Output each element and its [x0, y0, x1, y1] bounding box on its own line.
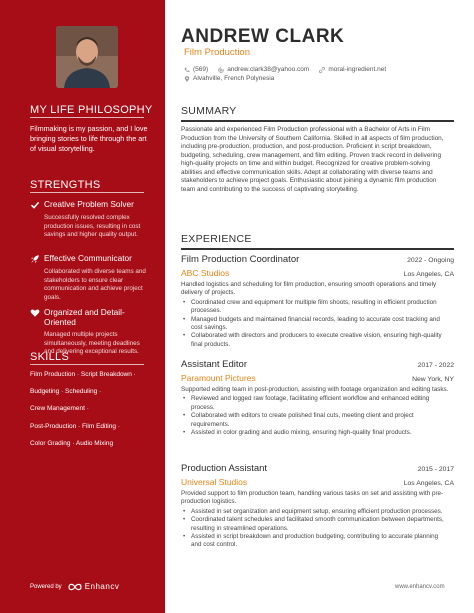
job-location: New York, NY — [412, 376, 454, 383]
infinity-icon — [68, 583, 82, 591]
rocket-icon — [30, 254, 40, 264]
company-name: Universal Studios — [181, 477, 248, 487]
strengths-title: STRENGTHS — [30, 179, 101, 191]
job-dates: 2022 - Ongoing — [407, 257, 454, 264]
job-bullet: • Collaborated with directors and producers to execute creative vision, ensuring high-quality final products. — [181, 332, 449, 349]
phone-icon — [184, 67, 190, 73]
summary-title: SUMMARY — [181, 105, 237, 117]
job-bullet: • Assisted in set organization and equipment setup, ensuring efficient production processes. — [181, 508, 449, 516]
job-bullet: • Coordinated crew and equipment for multiple film shoots, resulting in efficient production processes. — [181, 299, 449, 316]
job-description: Supported editing team in post-production, assisting with footage organization and editing tasks. — [181, 386, 449, 393]
footer-url[interactable]: www.enhancv.com — [395, 584, 445, 590]
company-name: Paramount Pictures — [181, 373, 256, 383]
location-row — [184, 75, 274, 82]
job-entry — [181, 463, 454, 550]
job-location: Los Angeles, CA — [403, 271, 454, 278]
strength-desc: Managed multiple projects simultaneously, meeting deadlines and delivering exceptional results. — [44, 331, 140, 356]
skills-row: Crew Management · — [30, 405, 89, 413]
summary-divider — [181, 120, 454, 122]
job-title: Production Assistant — [181, 463, 268, 474]
strength-title: Creative Problem Solver — [44, 199, 134, 209]
skills-row: Color Grading · Audio Mixing — [30, 439, 114, 447]
heart-icon — [30, 308, 40, 318]
company-name: ABC Studios — [181, 268, 230, 278]
philosophy-divider — [30, 117, 144, 118]
skills-row: Budgeting · Scheduling · — [30, 388, 102, 396]
brand-name: Enhancv — [84, 582, 120, 591]
philosophy-title: MY LIFE PHILOSOPHY — [30, 104, 153, 116]
strength-item — [30, 307, 148, 357]
sidebar — [0, 0, 165, 613]
check-icon — [30, 200, 40, 210]
job-dates: 2015 - 2017 — [417, 466, 454, 473]
strength-item — [30, 199, 148, 240]
job-bullet: • Assisted in script breakdown and production budgeting, contributing to accurate planning and cost control. — [181, 533, 449, 550]
location-pin-icon — [184, 76, 190, 82]
skills-list — [30, 371, 155, 457]
job-title: Assistant Editor — [181, 359, 247, 370]
contact-row — [184, 66, 386, 73]
experience-title: EXPERIENCE — [181, 233, 252, 245]
profile-photo — [56, 26, 118, 88]
email-icon — [218, 67, 224, 73]
powered-by — [30, 582, 119, 591]
candidate-role: Film Production — [184, 47, 250, 58]
job-bullet: • Coordinated talent schedules and facilitated smooth communication between departments, resulting in streamlined operations. — [181, 516, 449, 533]
skills-row: Post-Production · Film Editing · — [30, 422, 120, 430]
job-dates: 2017 - 2022 — [417, 362, 454, 369]
strength-desc: Collaborated with diverse teams and stakeholders to ensure clear communication and achieve project goals. — [44, 268, 146, 301]
skills-divider — [30, 364, 144, 365]
powered-by-label: Powered by — [30, 583, 62, 590]
candidate-name: ANDREW CLARK — [181, 26, 345, 47]
strength-item — [30, 253, 148, 302]
summary-text: Passionate and experienced Film Production professional with a Bachelor of Arts in Film Production from the University of Southern California. Skilled in all aspects of film production, including pre-production, production, and post-production. Proficient in script breakdown, budgeting, scheduling, crew management, and film editing. Proven track record in delivering high-quality projects on time and within budget. Recognized for creative problem-solving abilities and effective communication skills. Adept at collaborating with diverse teams and stakeholders to achieve project goals. Enthusiastic about joining a dynamic film production team and contributing to the success of captivating storytelling. — [181, 126, 444, 193]
skills-title: SKILLS — [30, 351, 70, 363]
job-location: Los Angeles, CA — [403, 480, 454, 487]
email-text[interactable]: andrew.clark38@yahoo.com — [227, 66, 310, 73]
job-bullets — [181, 299, 454, 349]
job-description: Handled logistics and scheduling for film production, ensuring smooth operations and timely delivery of projects. — [181, 281, 437, 297]
job-title: Film Production Coordinator — [181, 254, 300, 265]
job-entry — [181, 359, 454, 437]
strengths-divider — [30, 192, 144, 193]
strength-desc: Successfully resolved complex production issues, resulting in cost savings and higher quality output. — [44, 214, 141, 239]
link-icon — [319, 67, 325, 73]
strength-title: Effective Communicator — [44, 253, 132, 263]
website-text[interactable]: moral-ingredient.net — [328, 66, 387, 73]
enhancv-logo[interactable] — [68, 582, 120, 591]
job-entry — [181, 254, 454, 349]
job-description: Provided support to film production team, handling various tasks on set and assisting with pre-production logistics. — [181, 490, 444, 506]
phone-text[interactable]: (569) — [193, 66, 209, 73]
job-bullets — [181, 508, 454, 550]
philosophy-text: Filmmaking is my passion, and I love bringing stories to life through the art of visual storytelling. — [30, 124, 148, 153]
job-bullet: • Managed budgets and maintained financial records, leading to accurate cost tracking and cost savings. — [181, 316, 449, 333]
skills-row: Film Production · Script Breakdown · — [30, 371, 136, 378]
strength-title: Organized and Detail-Oriented — [44, 307, 125, 327]
job-bullet: • Collaborated with editors to create polished final cuts, meeting client and project requirements. — [181, 412, 449, 429]
job-bullet: • Assisted in color grading and audio mixing, ensuring high-quality final products. — [181, 429, 449, 437]
job-bullet: • Reviewed and logged raw footage, facilitating efficient workflow and enhanced editing process. — [181, 395, 449, 412]
experience-divider — [181, 248, 454, 250]
job-bullets — [181, 395, 454, 437]
location-text: Alvahville, French Polynesia — [193, 75, 275, 82]
